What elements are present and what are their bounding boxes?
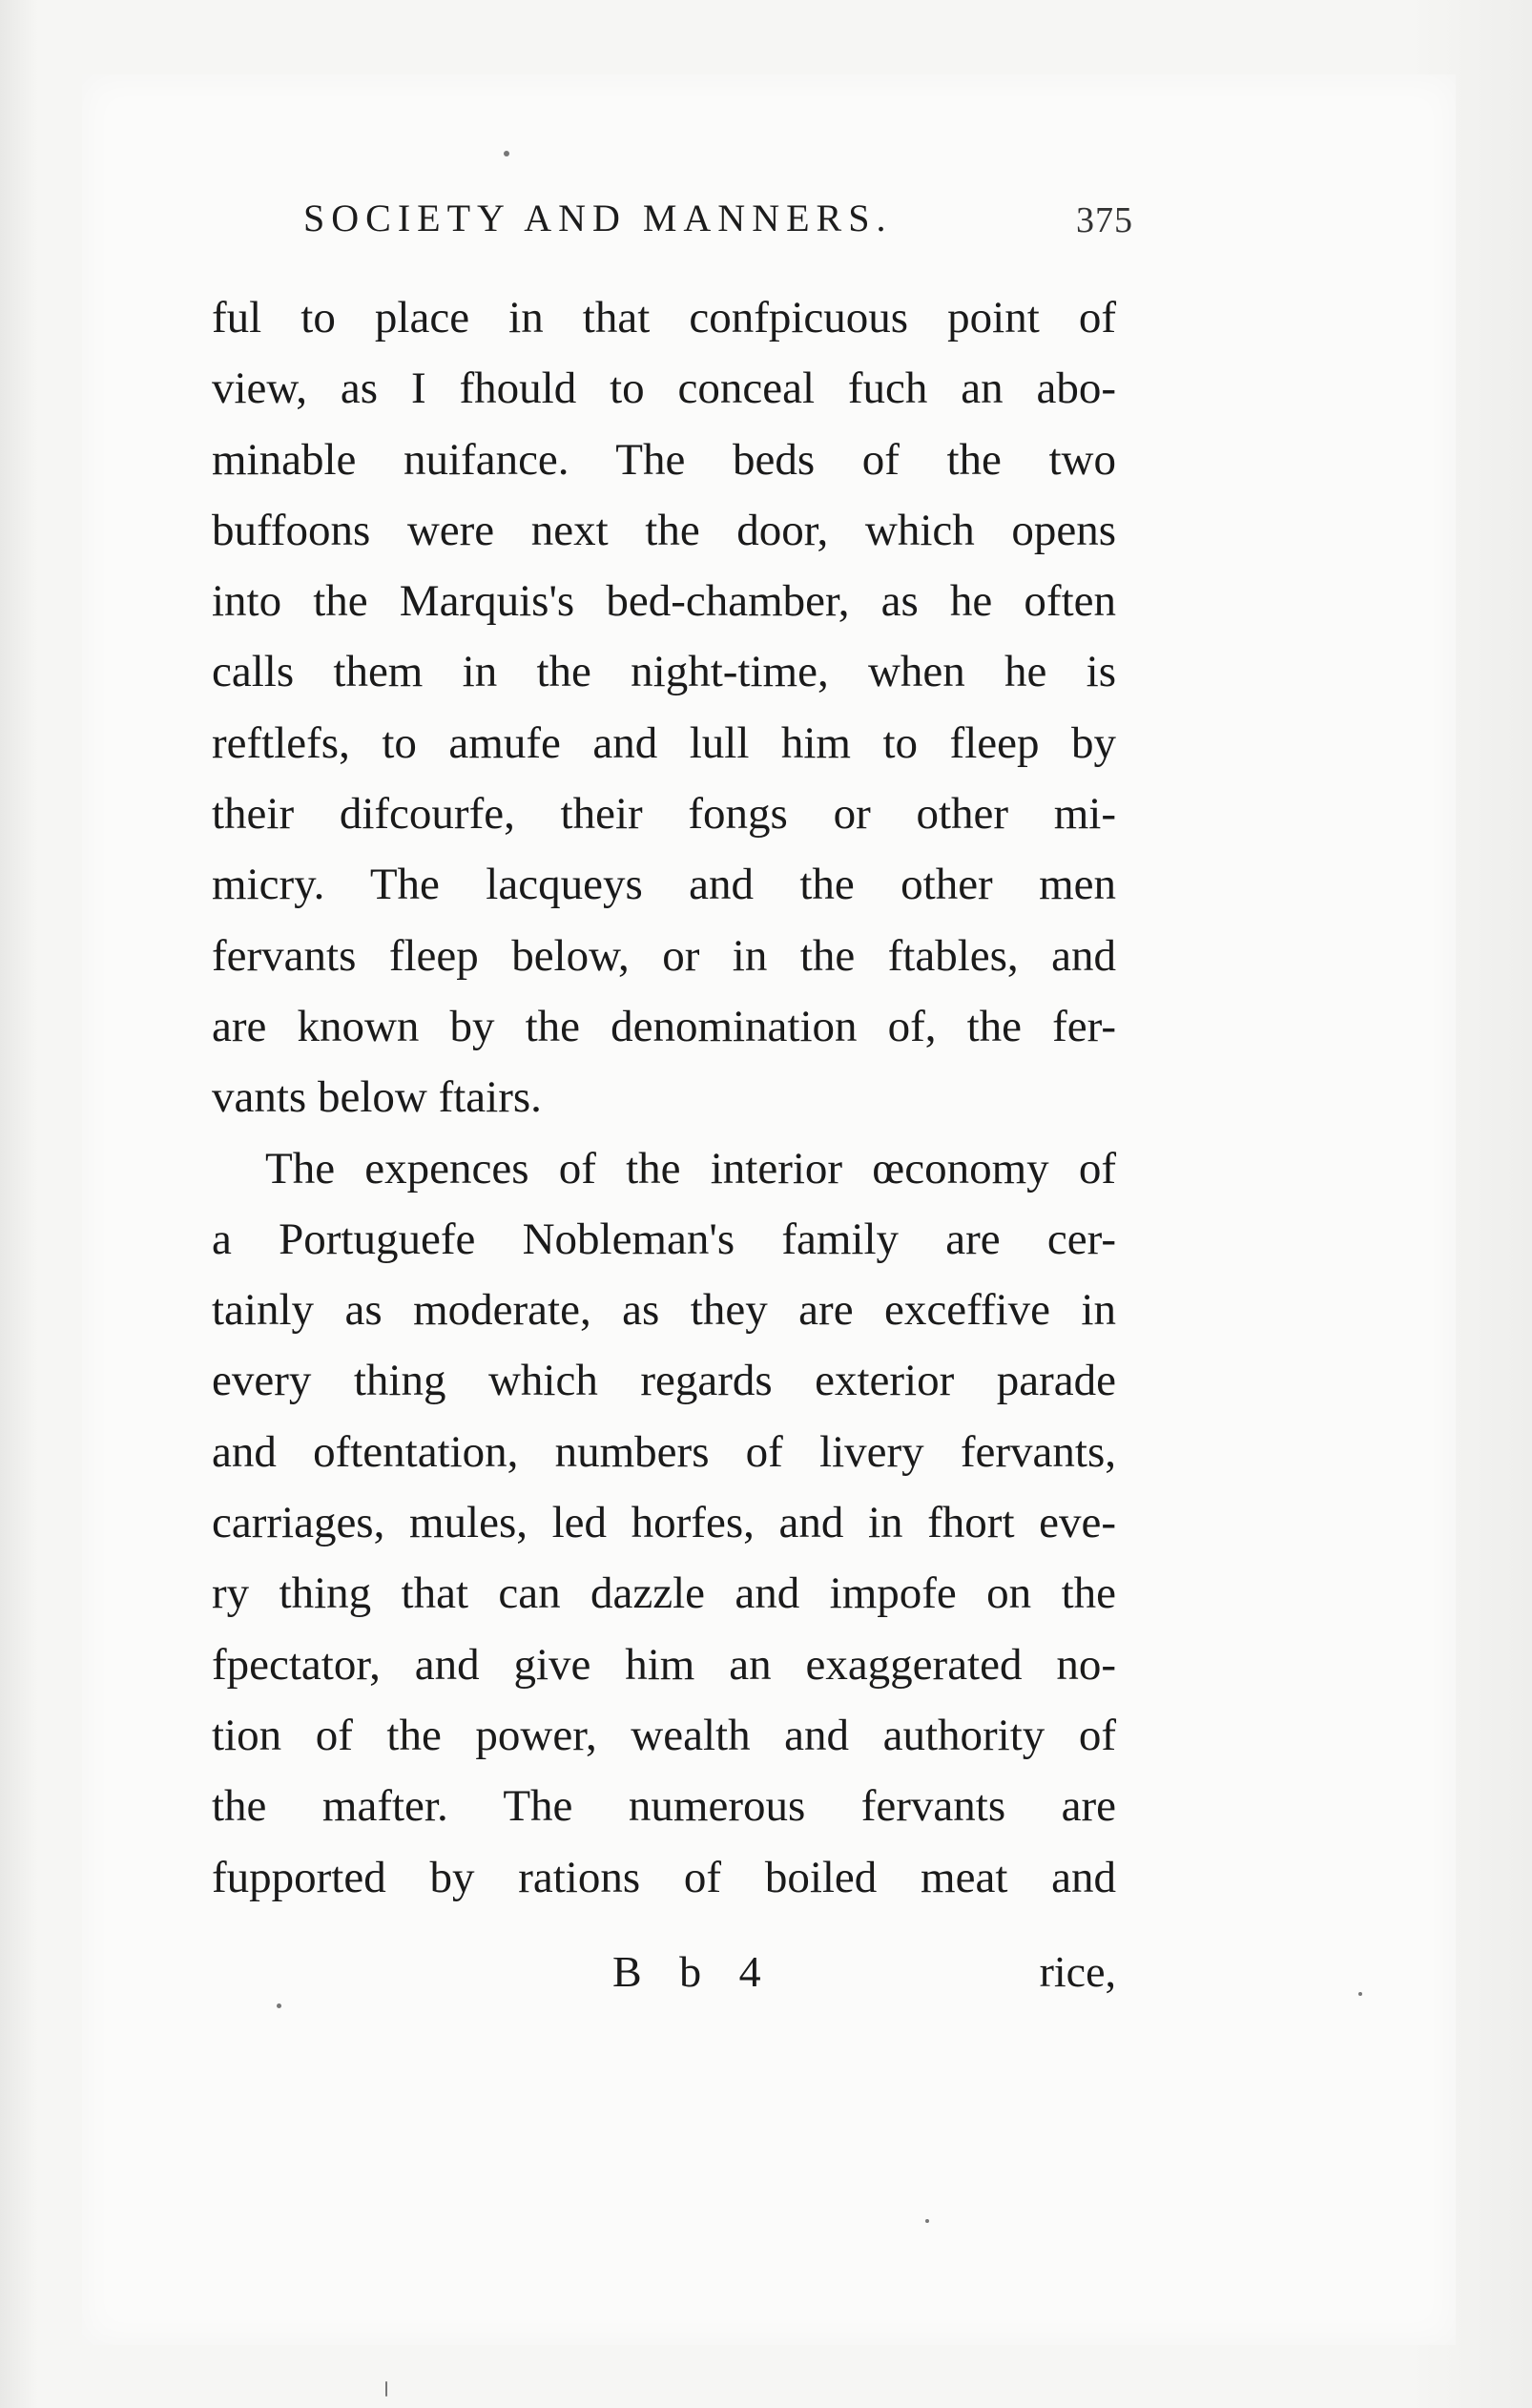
text-line: their difcourfe, their fongs or other mi-: [212, 789, 1116, 840]
text-line: carriages, mules, led horfes, and in fhort eve-: [212, 1498, 1116, 1548]
running-head: [303, 196, 1133, 253]
text-line: view, as I fhould to conceal fuch an abo-: [212, 363, 1116, 414]
text-line: fpectator, and give him an exaggerated no-: [212, 1639, 1116, 1690]
ink-speck: [385, 2381, 387, 2397]
page-footer: [212, 1946, 1116, 2013]
text-line: The expences of the interior œconomy of: [265, 1143, 1116, 1194]
page-number: 375: [1076, 200, 1133, 240]
paragraph-2: [212, 1133, 1116, 1913]
running-head-title: SOCIETY AND MANNERS.: [303, 197, 893, 239]
text-line: micry. The lacqueys and the other men: [212, 860, 1116, 910]
catchword: rice,: [1039, 1947, 1116, 1996]
signature-mark: B b 4: [612, 1947, 775, 1996]
ink-speck: [504, 151, 509, 156]
paragraph-1: [212, 282, 1116, 1133]
text-line: minable nuifance. The beds of the two: [212, 434, 1116, 485]
text-line: calls them in the night-time, when he is: [212, 647, 1116, 697]
page-edge-shadow-left: [0, 0, 38, 2408]
text-line: ry thing that can dazzle and impofe on the: [212, 1568, 1116, 1619]
text-line: buffoons were next the door, which opens: [212, 505, 1116, 555]
text-line: reftlefs, to amufe and lull him to fleep by: [212, 717, 1116, 768]
text-line: tion of the power, wealth and authority of: [212, 1710, 1116, 1760]
text-line: tainly as moderate, as they are exceffive in: [212, 1285, 1116, 1336]
text-line: vants below ftairs.: [212, 1072, 542, 1123]
text-line: every thing which regards exterior parade: [212, 1356, 1116, 1406]
text-line: a Portuguefe Nobleman's family are cer-: [212, 1214, 1116, 1264]
body-text: [212, 282, 1116, 1913]
ink-speck: [277, 2003, 281, 2008]
text-line: fupported by rations of boiled meat and: [212, 1852, 1116, 1902]
text-line: ful to place in that confpicuous point of: [212, 293, 1116, 343]
text-line: into the Marquis's bed-chamber, as he often: [212, 576, 1116, 627]
text-line: and oftentation, numbers of livery fervants,: [212, 1426, 1116, 1477]
text-line: are known by the denomination of, the fer-: [212, 1001, 1116, 1051]
text-line: fervants fleep below, or in the ftables, and: [212, 930, 1116, 981]
ink-speck: [925, 2219, 929, 2223]
text-line: the mafter. The numerous fervants are: [212, 1781, 1116, 1832]
ink-speck: [1358, 1992, 1362, 1996]
